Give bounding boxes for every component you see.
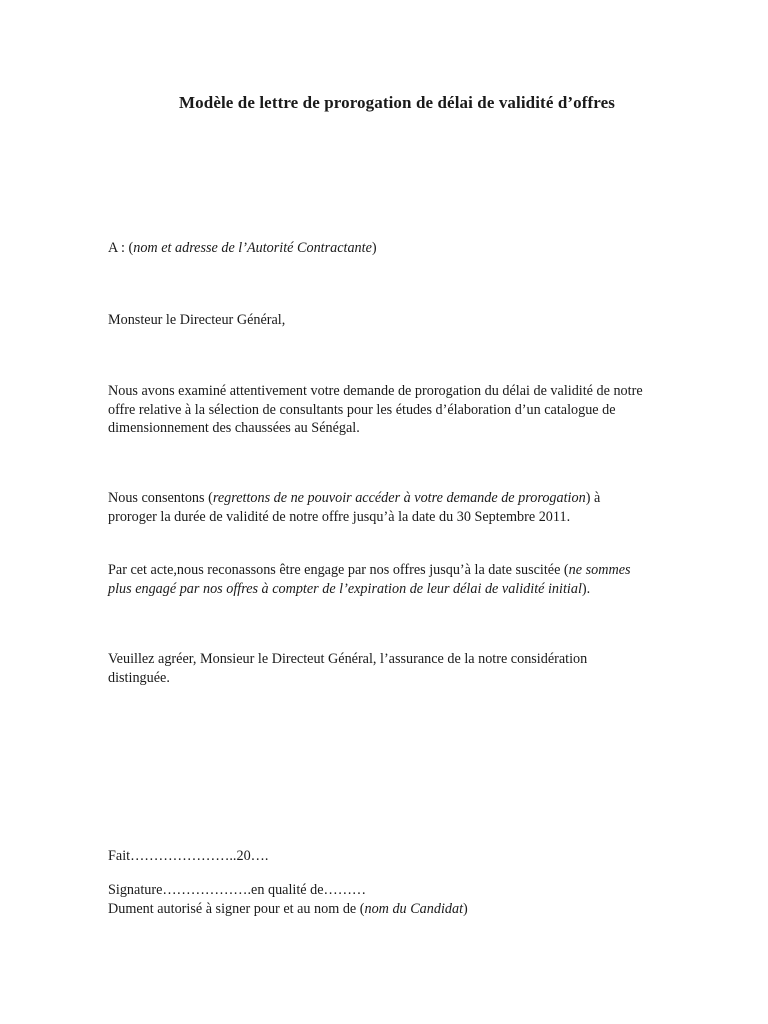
consent-alternative: regrettons de ne pouvoir accéder à votre demande de prorogation [212, 490, 586, 506]
signature-line: Signature……………….en qualité de……… [108, 882, 367, 898]
addressee-line [108, 239, 728, 258]
place-date-line: Fait…………………..20…. [108, 848, 269, 864]
paragraph-closing [108, 650, 728, 687]
salutation: Monsteur le Directeur Général, [108, 312, 286, 328]
paragraph-line: Veuillez agréer, Monsieur le Directeut Général, l’assurance de la notre considération [108, 651, 588, 667]
consent-prefix: Nous consentons ( [108, 490, 213, 506]
paragraph-line [108, 561, 728, 580]
document-title: Modèle de lettre de prorogation de délai de validité d’offres [179, 93, 615, 112]
paragraph-line: distinguée. [108, 669, 170, 686]
addressee-placeholder: nom et adresse de l’Autorité Contractante [133, 240, 372, 256]
paragraph-line: Nous avons examiné attentivement votre demande de prorogation du délai de validité de notre [108, 383, 643, 399]
addressee-suffix: ) [371, 240, 377, 256]
consent-suffix: ) à [585, 490, 601, 506]
paragraph-line [108, 580, 728, 599]
authorized-line [108, 900, 728, 919]
commitment-prefix: Par cet acte,nous reconassons être engage par nos offres jusqu’à la date suscitée ( [108, 562, 569, 578]
candidate-placeholder: nom du Candidat [364, 901, 464, 917]
paragraph-line: proroger la durée de validité de notre offre jusqu’à la date du 30 Septembre 2011. [108, 508, 571, 525]
paragraph-line: offre relative à la sélection de consultants pour les études d’élaboration d’un catalogue de [108, 401, 616, 418]
paragraph-examination [108, 382, 728, 438]
commitment-alternative-start: ne sommes [568, 562, 631, 578]
paragraph-line [108, 489, 728, 508]
authorized-suffix: ) [463, 901, 468, 917]
paragraph-line: dimensionnement des chaussées au Sénégal. [108, 420, 360, 436]
authorized-prefix: Dument autorisé à signer pour et au nom de ( [108, 901, 365, 917]
paragraph-consent [108, 489, 728, 526]
paragraph-commitment [108, 561, 728, 598]
commitment-suffix: ). [581, 580, 591, 597]
commitment-alternative-end: plus engagé par nos offres à compter de l’expiration de leur délai de validité initial [108, 580, 582, 597]
addressee-prefix: A : ( [108, 240, 134, 256]
